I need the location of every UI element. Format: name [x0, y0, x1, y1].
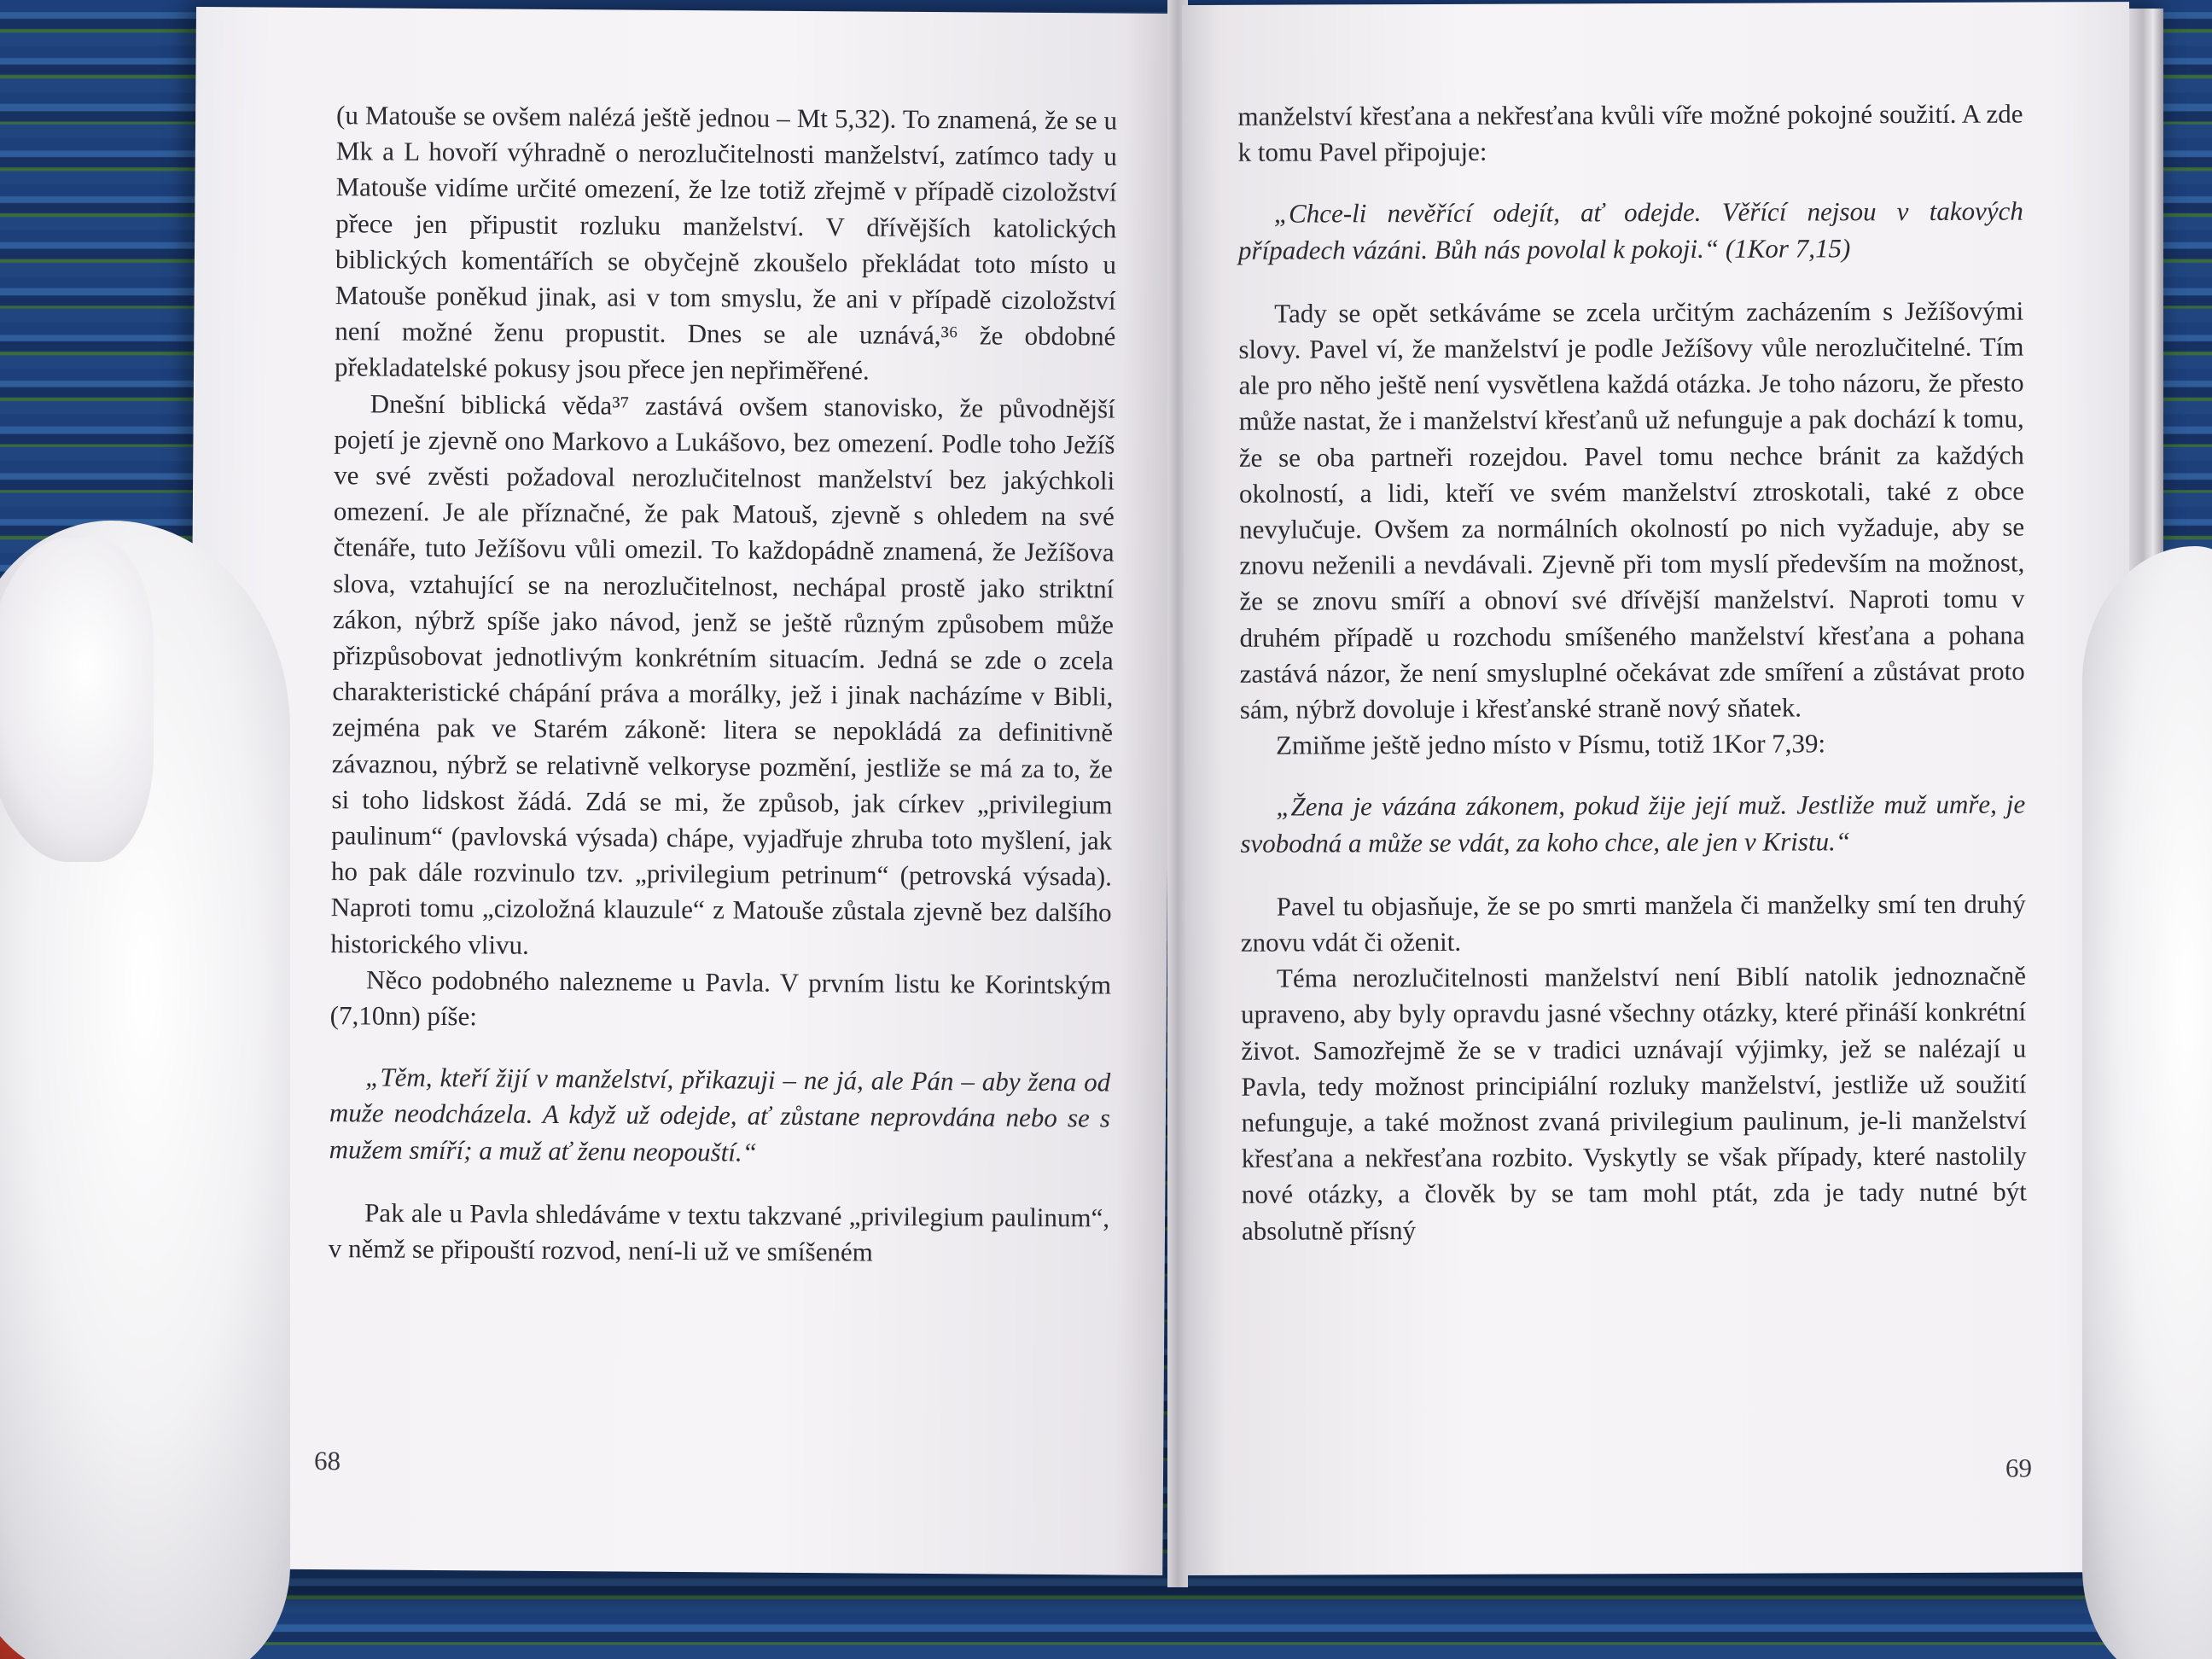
left-page-number: 68 — [313, 1446, 341, 1476]
right-quote-1: „Chce-li nevěřící odejít, ať odejde. Věřící nejsou v takových případech vázáni. Bůh nás povolal k pokoji.“ (1Kor 7,15) — [1237, 195, 2023, 265]
left-quote: „Těm, kteří žijí v manželství, přikazuji – ne já, ale Pán – aby žena od muže neodcházela. A když už odejde, ať zůstane neprovdána nebo se s mužem smíří; a muž ať ženu neopouští.“ — [329, 1062, 1111, 1167]
right-paragraph-4: Pavel tu objasňuje, že se po smrti manžela či manželky smí ten druhý znovu vdát či oženit. — [1240, 888, 2026, 958]
left-paragraph-1: (u Matouše se ovšem nalézá ještě jednou – Mt 5,32). To znamená, že se u Mk a L hovoří výhradně o nerozlučitelnosti manželství, zatímco tady u Matouše vidíme určité omezení, že lze totiž zřejmě v případě cizoložství přece jen připustit rozluku manželství. V dřívějších katolických biblických komentářích se obyčejně zkoušelo překládat toto místo u Matouše poněkud jinak, asi v tom smyslu, že ani v případě cizoložství není možné ženu propustit. Dnes se ale uznává,³⁶ že obdobné překladatelské pokusy jsou přece jen nepřiměřené. — [334, 100, 1118, 386]
left-paragraph-4: Pak ale u Pavla shledáváme v textu takzvané „privilegium paulinum“, v němž se připouští rozvod, není-li už ve smíšeném — [328, 1197, 1110, 1267]
left-page-text — [329, 97, 1118, 1272]
right-page-text — [1237, 96, 2027, 1249]
left-paragraph-2: Dnešní biblická věda³⁷ zastává ovšem stanovisko, že původnější pojetí je zjevně ono Markovo a Lukášovo, bez omezení. Podle toho Ježíš ve své zvěsti požadoval nerozlučitelnost manželství bez jakýchkoli omezení. Je ale příznačné, že pak Matouš, zjevně s ohledem na své čtenáře, tuto Ježíšovu vůli omezil. To každopádně znamená, že Ježíšova slova, vztahující se na nerozlučitelnost, nechápal prostě jako striktní zákon, nýbrž spíše jako návod, jenž se ještě různým způsobem může přizpůsobovat jednotlivým konkrétním situacím. Jedná se zde o zcela charakteristické chápání práva a morálky, jež i jinak nacházíme v Bibli, zejména pak ve Starém zákoně: litera se nepokládá za definitivně závaznou, nýbrž se relativně velkoryse pozmění, jestliže se má za to, že si toho lidskost žádá. Zdá se mi, že způsob, jak církev „privilegium paulinum“ (pavlovská výsada) chápe, vyjadřuje zhruba toto myšlení, jak ho pak dále rozvinulo tzv. „privilegium petrinum“ (petrovská výsada). Naproti tomu „cizoložná klauzule“ z Matouše zůstala zjevně bez dalšího historického vlivu. — [330, 388, 1115, 960]
right-glove-hand — [2082, 546, 2212, 1659]
right-paragraph-3: Zmiňme ještě jedno místo v Písmu, totiž 1Kor 7,39: — [1275, 728, 1826, 760]
right-paragraph-5: Téma nerozlučitelnosti manželství není Biblí natolik jednoznačně upraveno, aby byly opravdu jasné všechny otázky, které přináší konkrétní život. Samozřejmě že se v tradici uznávají výjimky, jež se nalézají u Pavla, tedy možnost principiální rozluky manželství, jestliže už soužití nefunguje, a také možnost zvaná privilegium paulinum, je-li manželství křesťana a nekřesťana rozbito. Vyskytly se však případy, které nastolily nové otázky, a člověk by se tam mohl ptát, zda je tady nutné být absolutně přísný — [1241, 960, 2027, 1246]
right-page-number: 69 — [2005, 1452, 2033, 1483]
left-glove-finger — [0, 538, 154, 862]
right-paragraph-1: manželství křesťana a nekřesťana kvůli víře možné pokojné soužití. A zde k tomu Pavel připojuje: — [1237, 98, 2023, 167]
right-quote-2: „Žena je vázána zákonem, pokud žije její muž. Jestliže muž umře, je svobodná a může se vdát, za koho chce, ale jen v Kristu.“ — [1240, 789, 2026, 859]
left-page — [185, 7, 1173, 1575]
right-page — [1182, 2, 2134, 1575]
left-paragraph-3: Něco podobného nalezneme u Pavla. V prvním listu ke Korintským (7,10nn) píše: — [329, 964, 1112, 1032]
right-paragraph-2: Tady se opět setkáváme se zcela určitým zacházením s Ježíšovými slovy. Pavel ví, že manželství je podle Ježíšovy vůle nerozlučitelné. Tím ale pro něho ještě není vysvětlena každá otázka. Je toho názoru, že přesto může nastat, že i manželství křesťanů už nefunguje a pak dochází k tomu, že se oba partneři rozejdou. Pavel tomu nechce bránit za každých okolností, a lidi, kteří ve svém manželství ztroskotali, také z obce nevylučuje. Ovšem za normálních okolností po nich vyžaduje, aby se znovu neženili a nevdávali. Zjevně při tom myslí především na možnost, že se znovu smíří a obnoví své dřívější manželství. Naproti tomu v druhém případě u rozchodu smíšeného manželství křesťana a pohana zastává názor, že není smysluplné očekávat zde smíření a zůstávat proto sám, nýbrž dovoluje i křesťanské straně nový sňatek. — [1238, 295, 2025, 725]
